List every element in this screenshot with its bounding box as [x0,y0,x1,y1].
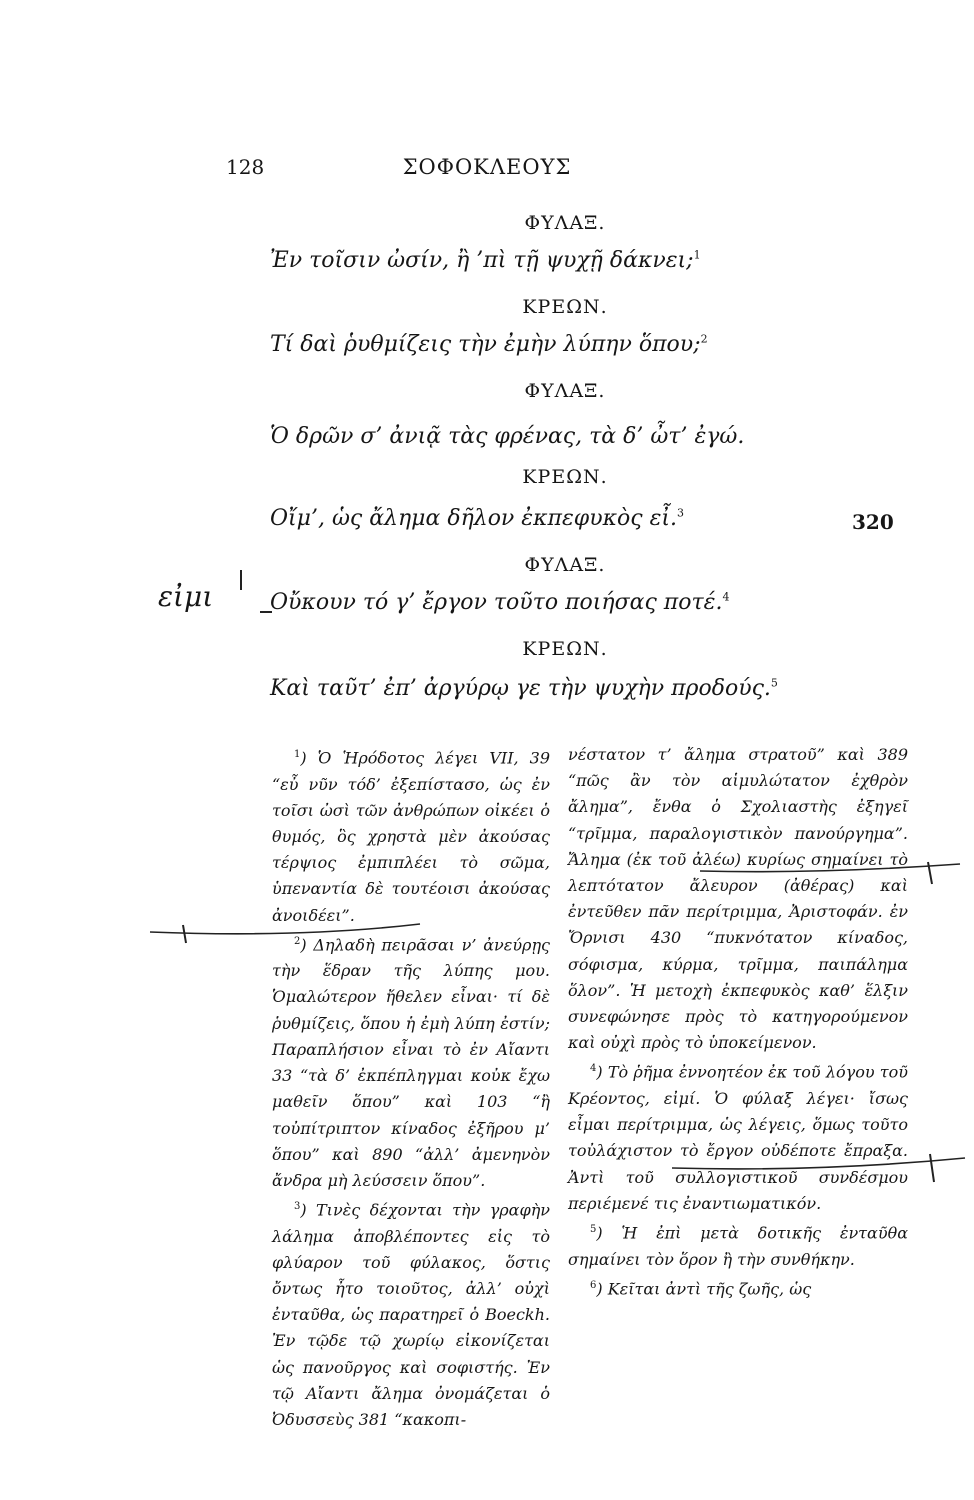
margin-cross-mark [928,862,932,884]
footnote: $^3$) Τινὲς δέχονται τὴν γραφὴν λάλημα ἀποβλέποντες εἰς τὸ φλύαρον τοῦ φύλακος, ὅστις ὄντως ἦτο τοιοῦτος, ἀλλ’ οὐχὶ ἐνταῦθα, ὡς παρατηρεῖ ὁ Boeckh. Ἐν τῷδε τῷ χωρίῳ εἰκονίζεται ὡς πανοῦργος καὶ σοφιστής. Ἐν τῷ Αἴαντι ἄλημα ὀνομάζεται ὁ Ὀδυσσεὺς 381 “κακοπι- [272,1200,550,1430]
speaker-label: ΦΥΛΑΞ. [524,380,606,402]
speaker-label: ΚΡΕΩΝ. [522,638,608,660]
verse-line: Ἐν τοῖσιν ὠσίν, ἢ ’πὶ τῇ ψυχῇ δάκνει;$^1$ [270,248,701,273]
margin-cross-mark [930,1154,934,1182]
speaker-label: ΦΥΛΑΞ. [524,554,606,576]
handwritten-margin-note: εἰμι [158,580,214,613]
running-title: ΣΟΦΟΚΛΕΟΥΣ [402,155,572,179]
footnotes-left-column [272,742,550,1433]
verse-line: Οἴμ’, ὡς ἄλημα δῆλον ἐκπεφυκὸς εἶ.$^3$ [270,506,684,531]
footnote: $^1$) Ὁ Ἡρόδοτος λέγει VII, 39 “εὖ νῦν τόδ’ ἐξεπίστασο, ὡς ἐν τοῖσι ὠσὶ τῶν ἀνθρώπων οἰκέει ὁ θυμός, ὃς χρηστὰ μὲν ἀκούσας τέρψιος ἐμπιπλέει τὸ σῶμα, ὑπεναντία δὲ τουτέοισι ἀκούσας ἀνοιδέει”. [272,748,551,925]
page-number: 128 [226,155,265,179]
verse-line: Τί δαὶ ῥυθμίζεις τὴν ἐμὴν λύπην ὅπου;$^2$ [270,332,708,357]
footnotes-right-column [568,742,908,1302]
footnote: $^2$) Δηλαδὴ πειρᾶσαι ν’ ἀνεύρῃς τὴν ἕδραν τῆς λύπης μου. Ὁμαλώτερον ἤθελεν εἶναι· τί δὲ ῥυθμίζεις, ὅπου ἡ ἐμὴ λύπη ἐστίν; Παραπλήσιον εἶναι τὸ ἐν Αἴαντι 33 “τὰ δ’ ἐκπέπληγμαι κοὐκ ἔχω μαθεῖν ὅπου” καὶ 103 “ἢ τοὐπίτριπτον κίναδος ἐξῆρου μ’ ὅπου” καὶ 890 “ἀλλ’ ἀμενηνὸν ἄνδρα μὴ λεύσσειν ὅπου”. [272,935,550,1190]
footnote: $^4$) Τὸ ῥῆμα ἐννοητέον ἐκ τοῦ λόγου τοῦ Κρέοντος, εἰμί. Ὁ φύλαξ λέγει· ἴσως εἶμαι περίτριμμα, ὡς λέγεις, ὅμως τοῦτο τοὐλάχιστον τὸ ἔργον οὐδέποτε ἔπραξα. Ἀντὶ τοῦ συλλογιστικοῦ συνδέσμου περιέμενέ τις ἐναντιωματικόν. [568,1062,909,1213]
speaker-label: ΦΥΛΑΞ. [524,212,606,234]
verse-line: Οὔκουν τό γ’ ἔργον τοῦτο ποιήσας ποτέ.$^4$ [270,590,730,615]
footnote: $^6$) Κεῖται ἀντὶ τῆς ζωῆς, ὡς [590,1279,812,1299]
footnote-continuation: νέστατον τ’ ἄλημα στρατοῦ” καὶ 389 “πῶς ἂν τὸν αἱμυλώτατον ἐχθρὸν ἄλημα”, ἔνθα ὁ Σχολιαστὴς ἐξηγεῖ “τρῖμμα, παραλογιστικὸν πανούργημα”. Ἄλημα (ἐκ τοῦ ἀλέω) κυρίως σημαίνει τὸ λεπτότατον ἄλευρον (ἀθέρας) καὶ ἐντεῦθεν πᾶν περίτριμμα, Ἀριστοφάν. ἐν Ὄρνισι 430 “πυκνότατον κίναδος, σόφισμα, κύρμα, τρῖμμα, παιπάλημα ὅλον”. Ἡ μετοχὴ ἐκπεφυκὸς καθ’ ἕλξιν συνεφώνησε πρὸς τὸ κατηγορούμενον καὶ οὐχὶ πρὸς τὸ ὑποκείμενον. [568,745,908,1053]
speaker-label: ΚΡΕΩΝ. [522,296,608,318]
footnote: $^5$) Ἡ ἐπὶ μετὰ δοτικῆς ἐνταῦθα σημαίνει τὸν ὅρον ἢ τὴν συνθήκην. [568,1223,909,1269]
verse-line: Ὁ δρῶν σ’ ἀνιᾷ τὰς φρένας, τὰ δ’ ὦτ’ ἐγώ. [270,424,745,449]
margin-cross-mark [183,925,186,943]
line-number: 320 [852,510,894,534]
speaker-label: ΚΡΕΩΝ. [522,466,608,488]
verse-line: Καὶ ταῦτ’ ἐπ’ ἀργύρῳ γε τὴν ψυχὴν προδούς.$^5$ [270,676,778,701]
